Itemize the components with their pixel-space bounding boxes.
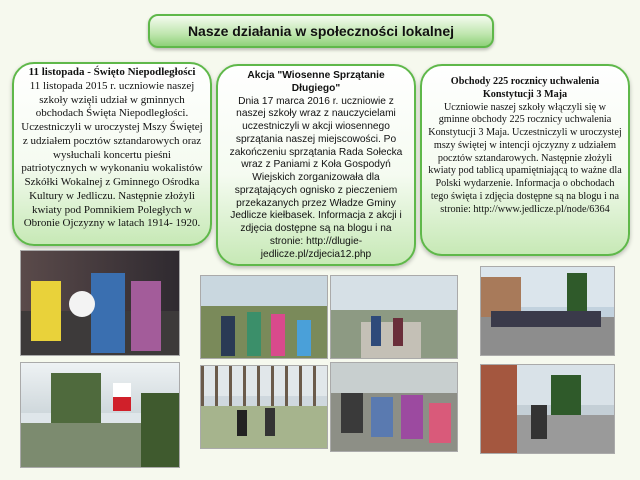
panel-body: Uczniowie naszej szkoły włączyli się w gminne obchody 225 rocznicy uchwalenia Konstytucji 3 Maja. Uczestniczyli w uroczystej mszy świętej w intencji ojczyzny z udziałem pocztów sztandarowych. Następnie złożyli kwiaty pod tablicą upamiętniającą to ważne dla Polski wydarzenie. Informacja o obchodach tego święta i zdjęcia dostępne są na blogu i na stronie: http://www.jedlicze.pl/node/6364 [428,101,622,215]
photo-street-procession [480,266,615,356]
photo-ceremony-stage [480,364,615,454]
photo-flag-monument [20,362,180,468]
photo-bonfire-gathering [330,362,458,452]
panel-heading: Obchody 225 rocznicy uchwalenia Konstytucji 3 Maja [450,76,600,100]
page-title: Nasze działania w społeczności lokalnej [148,14,494,48]
panel-heading: 11 listopada - Święto Niepodległości [28,66,196,78]
panel-spring-cleaning [216,64,416,266]
panel-heading: Akcja "Wiosenne Sprzątanie Długiego" [247,70,385,94]
photo-cleaning-group [200,275,328,359]
panel-body: 11 listopada 2015 r. uczniowie naszej szkoły wzięli udział w gminnych obchodach Święta Niepodległości. Uczestniczyli w uroczystej Mszy Świętej z udziałem pocztów sztandarowych oraz wysłuchali koncertu pieśni patriotycznych w wykonaniu wokalistów Szkółki Wokalnej z Gminnego Ośrodka Kultury w Jedliczu. Następnie złożyli kwiaty pod Pomnikiem Poległych w Obronie Ojczyzny w latach 1914- 1920. [21,79,203,230]
panel-constitution-day [420,64,630,256]
photo-children-with-flowers [20,250,180,356]
photo-road-walk [330,275,458,359]
panel-independence-day [12,62,212,246]
panel-body: Dnia 17 marca 2016 r. uczniowie z naszej szkoły wraz z nauczycielami uczestniczyli w akcji wiosennego sprzątania naszej miejscowości. Po zakończeniu sprzątania Rada Sołecka wraz z Paniami z Koła Gospodyń Wiejskich zorganizowała dla sprzątających ognisko z pieczeniem przekazanych przez Władze Gminy Jedlicze kiełbasek. Informacja z akcji i zdjęcia dostępne są na blogu i na stronie: http://dlugie-jedlicze.pl/zdjecia12.php [229,95,403,260]
photo-park-path [200,365,328,449]
